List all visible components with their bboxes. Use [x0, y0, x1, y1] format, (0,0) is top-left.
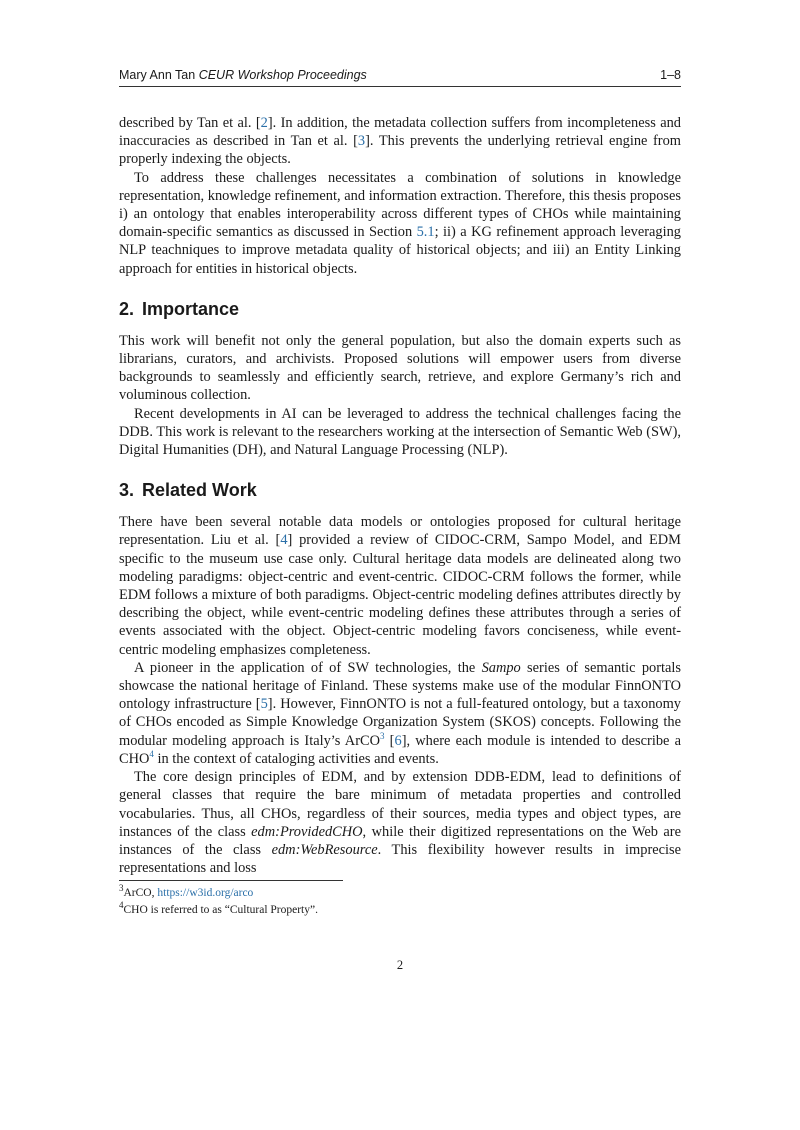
header-author-venue [119, 68, 367, 82]
footnote-4: $^4$CHO is referred to as “Cultural Property”. [119, 899, 318, 916]
citation-link[interactable]: 5 [260, 696, 268, 713]
footnote-url-link[interactable]: https://w3id.org/arco [157, 887, 254, 899]
header-page-range: 1–8 [660, 68, 681, 82]
section-heading-related-work: 3. Related Work [119, 480, 257, 501]
intro-paragraph-2: To address these challenges necessitates a combination of solutions in knowledge representation, knowledge refinement, and information extraction. Therefore, this thesis proposes i) an ontology that enables interoperability across different types of CHOs while maintaining domain-specific semantics as discussed in Section 5.1; ii) a KG refinement approach leveraging NLP teachniques to improve metadata quality of historical objects; and iii) an Entity Linking approach for entities in historical objects. [119, 169, 682, 277]
header-venue: CEUR Workshop Proceedings [198, 68, 367, 82]
footnote-marker[interactable]: 4 [149, 749, 154, 760]
footnotes [119, 885, 681, 918]
section-heading-importance: 2. Importance [119, 298, 240, 319]
importance-paragraph-1: This work will benefit not only the general population, but also the domain experts such as librarians, curators, and archivists. Proposed solutions will empower users from diverse backgrounds to seamlessly and efficiently search, retrieve, and explore Germany’s rich and voluminous collection. [119, 332, 681, 404]
intro-paragraph-1: described by Tan et al. [2]. In addition, the metadata collection suffers from incompleteness and inaccuracies as described in Tan et al. [3]. This prevents the underlying retrieval engine from properly indexing the objects. [119, 115, 681, 168]
body-text [119, 114, 681, 877]
footnote-marker[interactable]: 3 [379, 730, 385, 741]
importance-paragraph-2: Recent developments in AI can be leveraged to address the technical challenges facing the DDB. This work is relevant to the researchers working at the intersection of Semantic Web (SW), Digital Humanities (DH), and Natural Language Processing (NLP). [119, 405, 681, 459]
header-author: Mary Ann Tan [119, 68, 196, 82]
page-number: 2 [396, 958, 404, 972]
related-work-paragraph-1: There have been several notable data models or ontologies proposed for cultural heritage representation. Liu et al. [4] provided a review of CIDOC-CRM, Sampo Model, and EDM specific to the museum use case only. Cultural heritage data models are delineated along two modeling paradigms: object-centric and event-centric. CIDOC-CRM follows the former, while EDM follows a mixture of both paradigms. Object-centric modeling defines attributes directly by describing the object, while event-centric modeling defines these attributes through a series of events associated with the object. Object-centric modeling favors conciseness, while event-centric modeling emphasizes completeness. [119, 514, 681, 658]
related-work-paragraph-2: A pioneer in the application of of SW technologies, the Sampo series of semantic portals showcase the national heritage of Finland. These systems make use of the modular FinnONTO ontology infrastructure [5]. However, FinnONTO is not a full-featured ontology, but a taxonomy of CHOs encoded as Simple Knowledge Organization System (SKOS) concepts. Following the modular modeling approach is Italy’s ArCO$^3$ [6], where each module is intended to describe a CHO$^4$ in the context of cataloging activities and events. [119, 659, 681, 767]
citation-link[interactable]: 4 [280, 532, 288, 549]
section-link[interactable]: 5.1 [416, 224, 435, 241]
citation-link[interactable]: 6 [394, 732, 402, 749]
citation-link[interactable]: 3 [357, 133, 366, 150]
related-work-paragraph-3: The core design principles of EDM, and by extension DDB-EDM, lead to definitions of general classes that require the bare minimum of metadata properties and controlled vocabularies. Thus, all CHOs, regardless of their sources, media types and object types, are instances of the class edm:ProvidedCHO, while their digitized representations on the Web are instances of the class edm:WebResource. This flexibility however results in imprecise representations and loss [119, 769, 681, 877]
citation-link[interactable]: 2 [260, 115, 268, 131]
header-rule [119, 86, 681, 87]
running-header [119, 68, 681, 82]
footnote-rule [119, 880, 343, 881]
footnote-3: $^3$ArCO, https://w3id.org/arco [119, 883, 254, 899]
